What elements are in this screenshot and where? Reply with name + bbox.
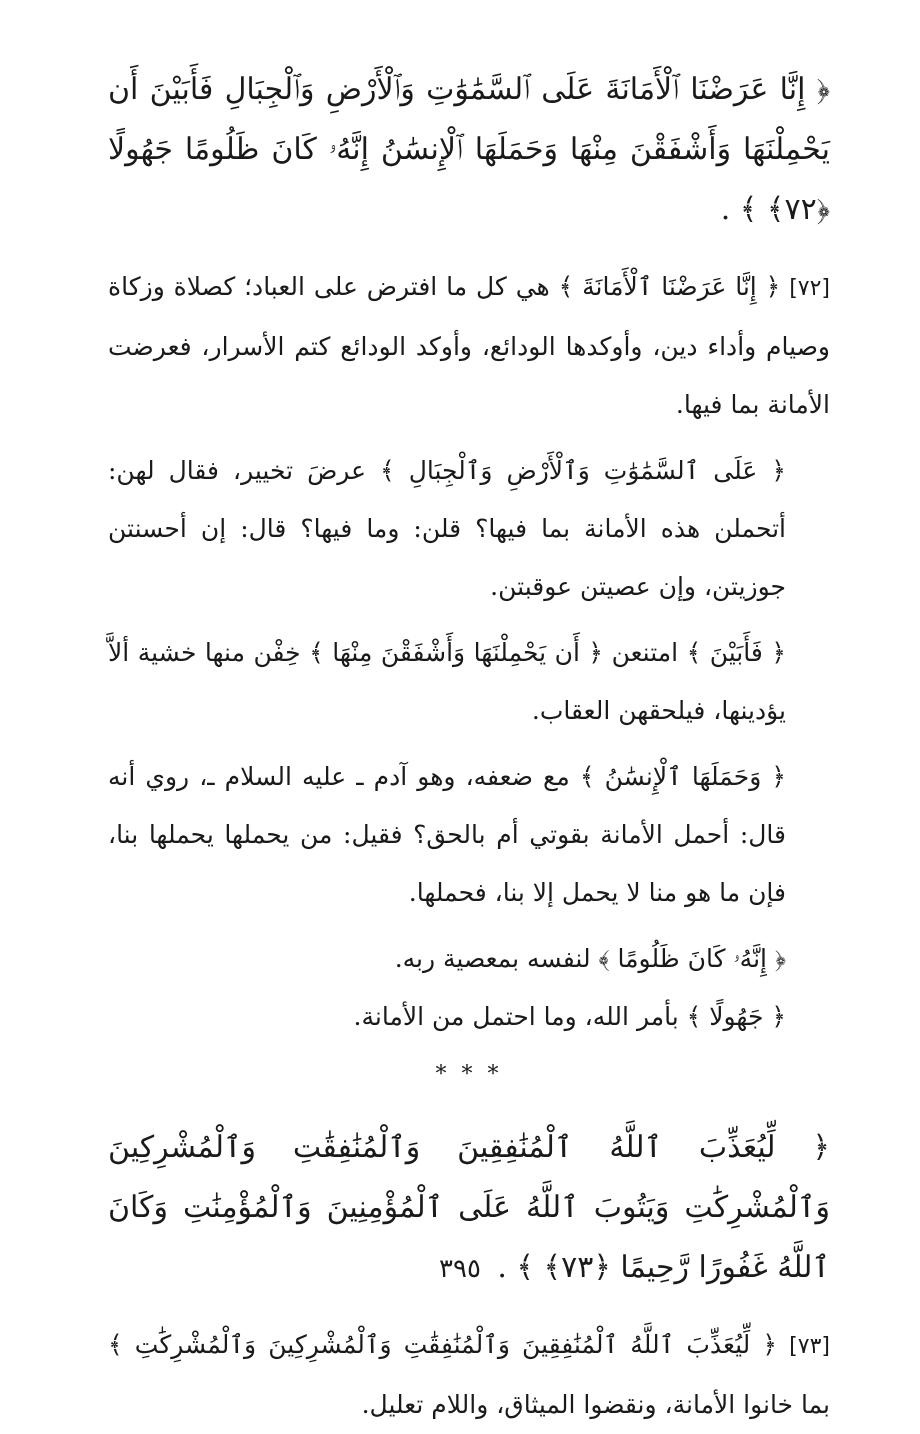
commentary-paragraph-72-4 [108, 748, 830, 922]
commentary-text: ﴿ لِّيُعَذِّبَ ٱللَّهُ ٱلْمُنَٰفِقِينَ وَٱلْمُنَٰفِقَٰتِ وَٱلْمُشْرِكِينَ وَٱلْمُشْرِكَٰتِ ﴾ بما خانوا الأمانة، ونقضوا الميثاق، واللام تعليل. [108, 1330, 830, 1419]
commentary-text: ﴿ وَحَمَلَهَا ٱلْإِنسَٰنُ ﴾ مع ضعفه، وهو آدم ـ عليه السلام ـ، روي أنه قال: أحمل الأمانة بقوتي أم بالحق؟ فقيل: من يحملها يحملها بنا، فإن ما هو منا لا يحمل إلا بنا، فحملها. [108, 762, 786, 907]
commentary-text: ﴿ جَهُولًا ﴾ بأمر الله، وما احتمل من الأمانة. [353, 1002, 786, 1031]
commentary-text: ﴿ إِنَّهُۥ كَانَ ظَلُومًا ﴾ لنفسه بمعصية ربه. [394, 944, 786, 973]
verse-73-text: ﴿ لِّيُعَذِّبَ ٱللَّهُ ٱلْمُنَٰفِقِينَ وَٱلْمُنَٰفِقَٰتِ وَٱلْمُشْرِكِينَ وَٱلْمُشْرِكَٰتِ وَيَتُوبَ ٱللَّهُ عَلَى ٱلْمُؤْمِنِينَ وَٱلْمُؤْمِنَٰتِ وَكَانَ ٱللَّهُ غَفُورًا رَّحِيمًا ﴿٧٣﴾ ﴾ . [108, 1130, 830, 1285]
commentary-line-1 [108, 930, 830, 988]
commentary-paragraph-73 [108, 1316, 830, 1434]
commentary-text: ﴿ فَأَبَيْنَ ﴾ امتنعن ﴿ أَن يَحْمِلْنَهَا وَأَشْفَقْنَ مِنْهَا ﴾ خِفْن منها خشية ألاَّ يؤدينها، فيلحقهن العقاب. [108, 638, 786, 725]
commentary-text: ﴿ عَلَى ٱلسَّمَٰوَٰتِ وَٱلْأَرْضِ وَٱلْجِبَالِ ﴾ عرضَ تخيير، فقال لهن: أتحملن هذه الأمانة بما فيها؟ قلن: وما فيها؟ قال: إن أحسنتن جوزيتن، وإن عصيتن عوقبتن. [108, 456, 786, 601]
page-number: ٣٩٥ [439, 1254, 481, 1284]
commentary-paragraph-72-1 [108, 258, 830, 434]
verse-number-ref: [٧٢] [789, 276, 831, 301]
section-separator: * * * [435, 1062, 503, 1087]
commentary-paragraph-72-2 [108, 442, 830, 616]
verse-number-ref: [٧٣] [789, 1334, 830, 1359]
page-body [108, 60, 831, 1419]
commentary-text: ﴿ إِنَّا عَرَضْنَا ٱلْأَمَانَةَ ﴾ هي كل ما افترض على العباد؛ كصلاة وزكاة وصيام وأداء دين، وأوكدها الودائع، وأوكد الودائع كتم الأسرار، فعرضت الأمانة بما فيها. [108, 272, 830, 419]
commentary-paragraph-72-3 [108, 624, 830, 740]
verse-72-text: ﴿ إِنَّا عَرَضْنَا ٱلْأَمَانَةَ عَلَى ٱلسَّمَٰوَٰتِ وَٱلْأَرْضِ وَٱلْجِبَالِ فَأَبَيْنَ أَن يَحْمِلْنَهَا وَأَشْفَقْنَ مِنْهَا وَحَمَلَهَا ٱلْإِنسَٰنُ إِنَّهُۥ كَانَ ظَلُومًا جَهُولًا ﴿٧٢﴾ ﴾ . [108, 72, 830, 227]
commentary-line-2 [108, 988, 830, 1046]
quran-verse-72 [108, 60, 830, 240]
